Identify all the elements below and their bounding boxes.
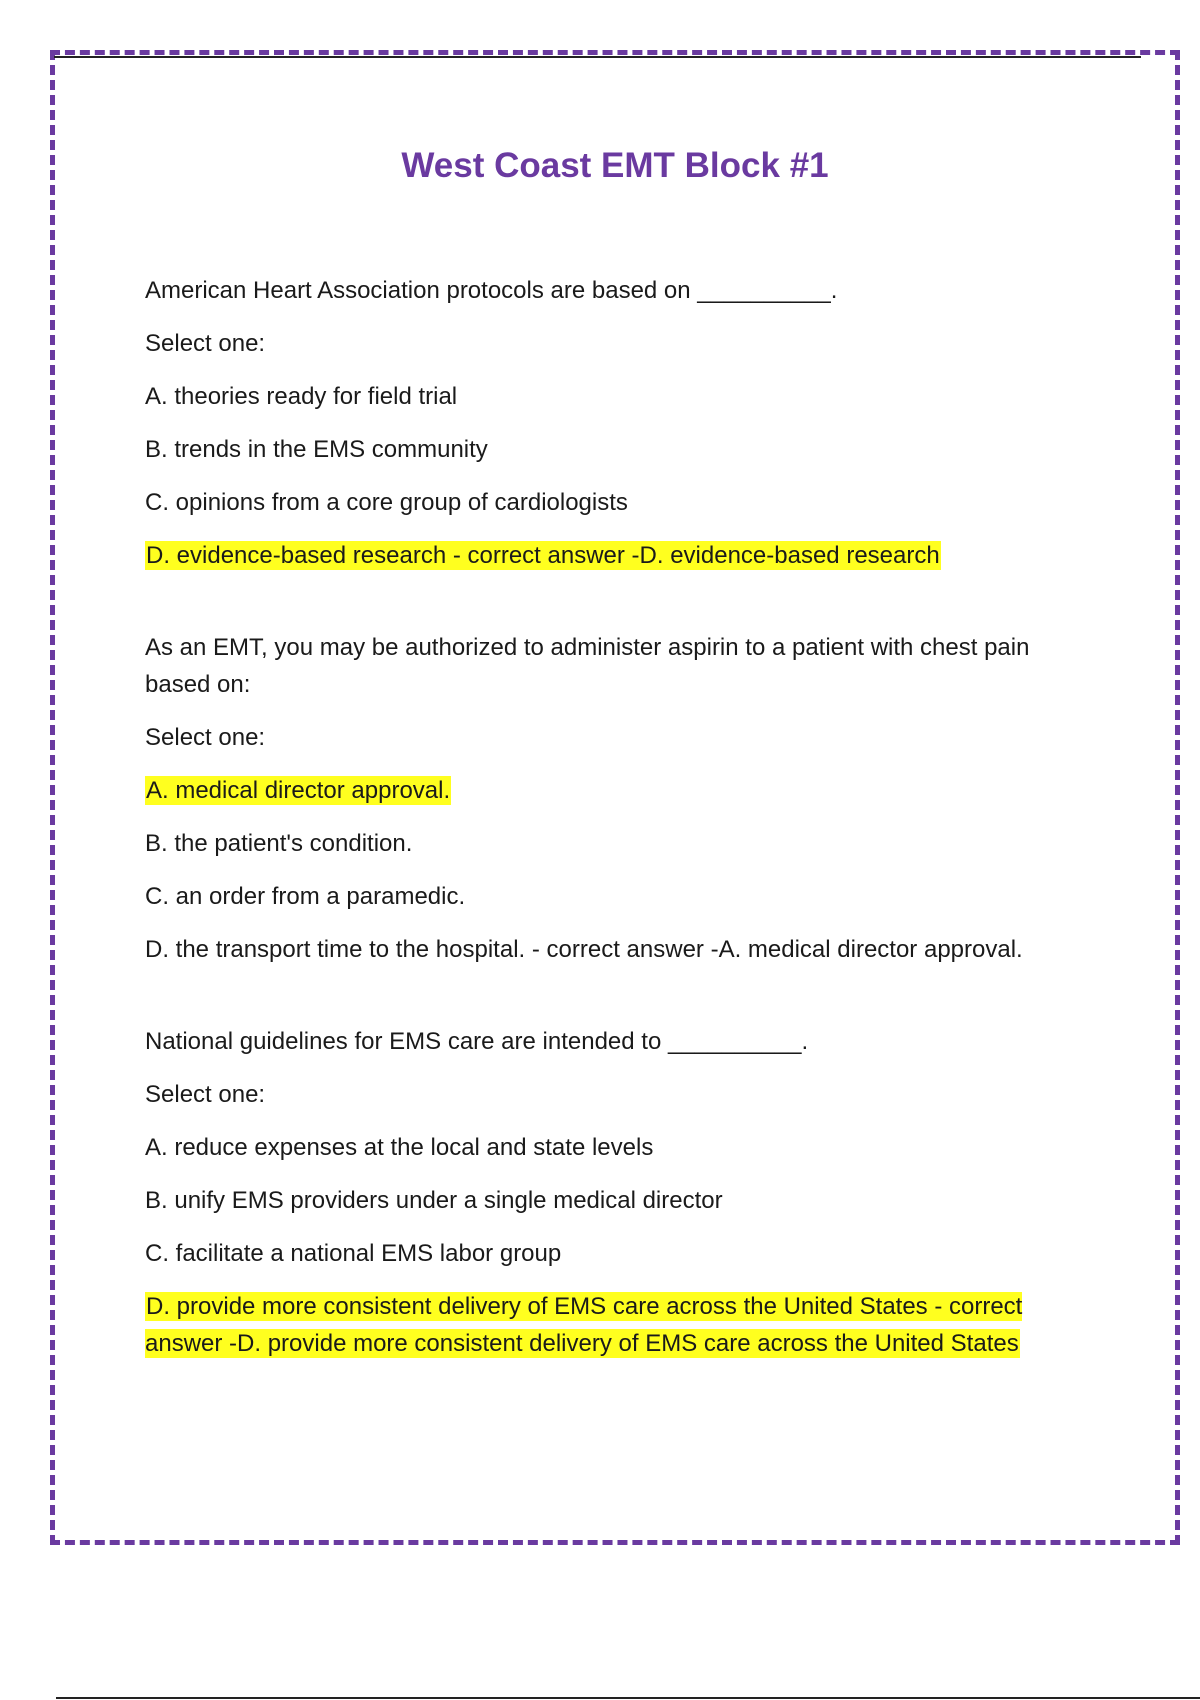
option-d-correct [145, 537, 1095, 574]
bottom-rule [56, 1697, 1200, 1699]
option-d-correct [145, 1288, 1095, 1362]
question-2 [145, 629, 1095, 968]
question-prompt: American Heart Association protocols are based on __________. [145, 277, 838, 304]
highlighted-answer: D. evidence-based research - correct answer -D. evidence-based research [146, 542, 940, 569]
option-a: A. reduce expenses at the local and state levels [145, 1134, 654, 1161]
question-prompt: As an EMT, you may be authorized to administer aspirin to a patient with chest pain based on: [145, 634, 1030, 698]
page-title: West Coast EMT Block #1 [401, 146, 829, 185]
option-c: C. opinions from a core group of cardiologists [145, 489, 628, 516]
highlighted-answer: A. medical director approval. [146, 777, 451, 804]
question-1 [145, 272, 1095, 574]
select-label: Select one: [145, 330, 266, 357]
option-a-correct [145, 772, 1095, 809]
option-b: B. the patient's condition. [145, 830, 413, 857]
option-c: C. facilitate a national EMS labor group [145, 1240, 562, 1267]
option-b: B. trends in the EMS community [145, 436, 488, 463]
question-3 [145, 1023, 1095, 1362]
highlighted-answer: D. provide more consistent delivery of EMS care across the United States - correct answer -D. provide more consistent delivery of EMS care across the United States [145, 1293, 1023, 1357]
question-list [145, 272, 1095, 1417]
option-b: B. unify EMS providers under a single medical director [145, 1187, 723, 1214]
option-c: C. an order from a paramedic. [145, 883, 466, 910]
option-d: D. the transport time to the hospital. - correct answer -A. medical director approval. [145, 936, 1023, 963]
option-a: A. theories ready for field trial [145, 383, 458, 410]
select-label: Select one: [145, 724, 266, 751]
question-prompt: National guidelines for EMS care are intended to __________. [145, 1028, 809, 1055]
top-rule [54, 56, 1141, 58]
select-label: Select one: [145, 1081, 266, 1108]
